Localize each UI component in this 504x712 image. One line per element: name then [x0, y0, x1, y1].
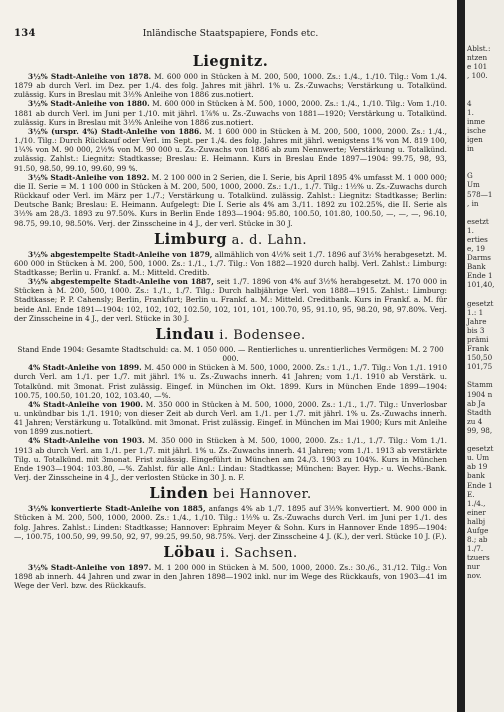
adjacent-page-fragment — [465, 80, 504, 89]
bond-entry-title: 3½% abgestempelte Stadt-Anleihe von 1879, — [28, 249, 213, 259]
section-title-main: Limburg — [153, 230, 227, 248]
bond-entry-title: 3½% abgestempelte Stadt-Anleihe von 1887, — [28, 277, 214, 287]
section-title-suffix: a. d. Lahn. — [227, 232, 307, 248]
section-title-main: Liegnitz. — [192, 53, 269, 70]
bond-entry-title: 3½% Stadt-Anleihe von 1878. — [28, 72, 152, 81]
bond-entry-text: M. 1 200 000 in Stücken à M. 500, 1000, 2000. Zs.: 30./6., 31./12. Tilg.: Von 1898 ab innerh. 44 Jahren und zwar in den Jahren 1898—1902 inkl. nur im Wege des Rückkaufs, von 1903—41 im Wege der Verl. bzw. des Rückkaufs. — [14, 562, 447, 591]
bond-entry-text: M. 350 000 in Stücken à M. 500, 1000, 2000. Zs.: 1./1., 1./7. Tilg.: Vom 1./1. 1913 ab durch Verl. am 1./1. per 1./7. mit jährl. 1% u. Zs.-Zuwachs innerh. 41 Jahren; vom 1./1. 1913 ab verstärkte Tilg. u. Totalkünd. mit 3monat. Frist zulässig. Eingeführt in München am 24./3. 1903 zu 104%. Kurs in München Ende 1903—1904: 103.80, —%. Zahlst. für alle Anl.: Lindau: Stadtkasse; München: Bayer. Hyp.- u. Wechs.-Bank. Verj. der Zinsscheine in 4 J., der verlosten Stücke in 30 J. n. F. — [14, 436, 447, 483]
section-title-main: Lindau — [155, 325, 215, 343]
adjacent-page-fragment: ntzen — [467, 53, 488, 63]
adjacent-page-fragment — [465, 153, 504, 162]
adjacent-page-fragment: G — [467, 171, 473, 181]
running-title: Inländische Staatspapiere, Fonds etc. — [142, 28, 319, 39]
adjacent-page-fragment — [465, 290, 504, 299]
adjacent-page-fragment: esetzt — [467, 216, 489, 226]
bond-entry — [14, 436, 447, 482]
adjacent-page-fragment: inme — [467, 116, 485, 126]
bond-entry — [14, 277, 447, 323]
adjacent-page-fragment: Aufge — [467, 525, 489, 535]
section-title — [14, 53, 447, 70]
adjacent-page-fragment: Stamm — [467, 380, 493, 390]
section-title — [14, 326, 447, 343]
adjacent-page-fragment: Stadth — [467, 407, 492, 417]
bond-entry-title: 3½% konvertierte Stadt-Anleihe von 1885, — [28, 504, 206, 514]
adjacent-page-fragment: 1. — [467, 107, 474, 117]
adjacent-page-fragment: prämi — [467, 335, 489, 344]
bond-entry — [14, 173, 447, 228]
adjacent-page-fragment: gesetzt — [467, 298, 494, 308]
adjacent-page-fragment: bis 3 — [467, 325, 485, 335]
adjacent-page-fragment: 1. — [467, 225, 474, 235]
adjacent-page-fragment — [465, 435, 504, 444]
bond-entry — [14, 127, 447, 173]
adjacent-page-fragment: 4 — [467, 98, 472, 108]
bond-entry-title: 4% Stadt-Anleihe von 1900. — [28, 399, 143, 409]
adjacent-page-fragment: igen — [467, 134, 483, 144]
bond-entry — [14, 345, 447, 363]
section-title-suffix: bei Hannover. — [208, 487, 312, 503]
bond-entry-title: 3½% Stadt-Anleihe von 1897. — [28, 562, 152, 572]
adjacent-page-fragment: ische — [467, 125, 486, 135]
adjacent-page-fragment: 1./4., — [467, 498, 486, 508]
bond-entry-title: 3½% (urspr. 4%) Stadt-Anleihe von 1886. — [28, 126, 202, 136]
bond-entry-text: M. 450 000 in Stücken à M. 500, 1000, 2000. Zs.: 1./1., 1./7. Tilg.: Von 1./1. 1910 durch Verl. am 1./1. per 1./7. mit jährl. 1% u. Zs.-Zuwachs innerh. 41 Jahren; vom 1./1. 1910 ab Verstärk. u. Totalkünd. mit 3monat. Frist zulässig. Eingef. in München im Okt. 1899. Kurs in München Ende 1899—1904: 100.75, 100.50, 101.20, 102, 103.40, —%. — [14, 363, 447, 400]
adjacent-page-fragment: Ablst.: — [467, 44, 491, 53]
adjacent-page-fragment: nur — [467, 562, 480, 572]
adjacent-page-fragment: gesetzt — [467, 444, 494, 454]
adjacent-page-fragment: e 101 — [467, 62, 488, 72]
adjacent-page-fragment: , in — [467, 198, 479, 208]
bond-entry-text: M. 350 000 in Stücken à M. 500, 1000, 2000. Zs.: 1./1., 1./7. Tilg.: Unverlosbar u. unkündbar bis 1./1. 1910; von dieser Zeit ab durch Verl. am 1./1. per 1./7. mit jährl. 1% u. Zs.-Zuwachs innerh. 41 Jahren; Verstärkung u. Totalkünd. mit 3monat. Frist zulässig. Eingef. in München im Mai 1900; Kurs mit Anleihe von 1899 zus.notiert. — [14, 399, 447, 437]
section-title-suffix: i. Bodensee. — [214, 327, 306, 343]
adjacent-page-fragment: tzuers — [467, 553, 490, 563]
adjacent-page-fragment: Um — [467, 180, 480, 190]
book-gutter — [457, 0, 465, 712]
adjacent-page-fragment: Bank — [467, 262, 486, 272]
section-title-main: Linden — [149, 485, 209, 503]
bond-entry — [14, 363, 447, 400]
adjacent-page-fragment: 1./7. — [467, 544, 484, 554]
adjacent-page-edge — [465, 0, 504, 712]
adjacent-page-fragment: 8.; ab — [467, 535, 488, 545]
adjacent-page-fragment: u. Um — [467, 453, 490, 463]
adjacent-page-fragment: 99, 98, — [467, 425, 493, 435]
section-title — [14, 231, 447, 248]
section-title — [14, 544, 447, 561]
adjacent-page-fragment: zu 4 — [467, 416, 483, 426]
bond-entry-text: Stand Ende 1904: Gesamte Stadtschuld: ca. M. 1 050 000. — Rentierliches u. unrentierliches Vermögen: M. 2 700 000. — [17, 344, 444, 364]
bond-entry-title: 4% Stadt-Anleihe von 1899. — [28, 363, 142, 373]
adjacent-page-fragment: Ende 1 — [467, 480, 493, 490]
adjacent-page-fragment: Ende 1 — [467, 271, 493, 281]
adjacent-page-fragment — [465, 371, 504, 380]
adjacent-page-fragment: 150,50 — [467, 353, 493, 363]
adjacent-page-fragment: 101,40, — [467, 280, 495, 290]
adjacent-page-fragment: ab 19 — [467, 462, 488, 472]
page-number: 134 — [14, 28, 36, 39]
page-header — [14, 28, 447, 42]
bond-entry — [14, 400, 447, 437]
adjacent-page-fragment: 578—1 — [467, 189, 493, 199]
bond-entry-text: M. 600 000 in Stücken à M. 200, 500, 1000. Zs.: 1./4., 1./10. Tilg.: Vom 1./4. 1879 ab durch Verl. im Dez. per 1./4. des folg. Jahres mit jährl. 1% u. Zs.-Zuwachs; Verstärkung u. Totalkünd. zulässig. Kurs in Breslau mit 3½% Anleihe von 1886 zus.notiert. — [14, 72, 447, 100]
adjacent-page-fragment: 1.: 1 — [467, 307, 484, 317]
section-title-suffix: i. Sachsen. — [215, 545, 298, 561]
adjacent-page-fragment: , 100. — [467, 71, 488, 81]
adjacent-page-fragment: e, 19 — [467, 244, 485, 254]
adjacent-page-fragment — [465, 208, 504, 217]
bond-entry-text: M. 600 000 in Stücken à M. 500, 1000, 2000. Zs.: 1./4., 1./10. Tilg.: Vom 1./10. 1881 ab durch Verl. im Juni per 1./10. mit jährl. 1⅞% u. Zs.-Zuwachs von 1881—1920; Verstärkung u. Totalkünd. zulässig. Kurs in Breslau mit 3½% Anleihe von 1886 zus.notiert. — [14, 99, 447, 127]
adjacent-page-fragment: ab Ja — [467, 398, 486, 408]
page-body — [14, 50, 447, 590]
bond-entry-text: seit 1./7. 1896 von 4% auf 3½% herabgesetzt. M. 170 000 in Stücken à M. 200, 500, 1000. Zs.: 1./1., 1./7. Tilg.: Durch halbjährige Verl. von 1888—1915. Zahlst.: Limburg: Stadtkasse; P. P. Cahensly; Berlin, Frankfurt; Berlin u. Frankf. a. M.: Mitteld. Creditbank. Kurs in Frankf. a. M. für beide Anl. Ende 1891—1904: 102, 102, 102, 102.50, 102, 101, 101, 100.70, 95, 91.10, 95, 98.20, 98, 97.80%. Verj. der Zinsscheine in 4 J., der verl. Stücke in 30 J. — [14, 277, 447, 323]
bond-entry-title: 4% Stadt-Anleihe von 1903. — [28, 436, 145, 446]
bond-entry-text: anfangs 4% ab 1./7. 1895 auf 3½% konvertiert. M. 900 000 in Stücken à M. 200, 500, 1000, 2000. Zs.: 1./4., 1./10. Tilg.: 1½% u. Zs.-Zuwachs durch Verl. im Juni per 1./1. des folg. Jahres. Zahlst.: Linden: Stadtkasse; Hannover: Ephraim Meyer & Sohn. Kurs in Hannover Ende 1895—1904: —, 100.75, 100.50, 99, 99.50, 92, 97, 99.25, 99.50, 98.75%. Verj. der Zinsscheine 4 J. (K.), der verl. Stücke 10 J. (F.). — [14, 504, 447, 541]
bond-entry — [14, 250, 447, 277]
adjacent-page-fragment: halbj — [467, 516, 486, 526]
adjacent-page-fragment — [465, 89, 504, 98]
bond-entry-text: M. 1 600 000 in Stücken à M. 200, 500, 1000, 2000. Zs.: 1./4., 1./10. Tilg.: Durch Rückkauf oder Verl. im Sept. per 1./4. des folg. Jahres mit jährl. wenigstens 1% von M. 819 100, 1¼% von M. 90 000, 2½% von M. 90 000 u. Zs.-Zuwachs von 1886 ab zum Nennwerte; Verstärkung u. Totalkünd. zulässig. Zahlst.: Liegnitz: Stadtkasse; Breslau: E. Heimann. Kurs in Breslau Ende 1897—1904: 99.75, 98, 93, 91.50, 98.50, 99.10, 99.60, 99 %. — [14, 126, 447, 173]
adjacent-page-fragment: 101,75 — [467, 362, 493, 372]
adjacent-page-fragment: Frank — [467, 344, 489, 354]
adjacent-page-fragment — [465, 162, 504, 171]
adjacent-page-fragment: nov. — [467, 571, 482, 581]
adjacent-page-fragment: Jahre — [467, 316, 487, 326]
bond-entry — [14, 72, 447, 99]
adjacent-page-fragment: einer — [467, 507, 486, 517]
adjacent-page-fragment: E. — [467, 489, 475, 499]
bond-entry — [14, 504, 447, 541]
section-title — [14, 485, 447, 502]
adjacent-page-fragment: bank — [467, 471, 485, 481]
bond-entry — [14, 99, 447, 126]
section-title-main: Löbau — [163, 543, 216, 561]
bond-entry-title: 3½% Stadt-Anleihe von 1880. — [28, 99, 150, 109]
adjacent-page-fragment: erties — [467, 234, 488, 244]
adjacent-page-fragment: 1904 n — [467, 389, 493, 399]
bond-entry-text: allmählich von 4½% seit 1./7. 1896 auf 3½% herabgesetzt. M. 600 000 in Stücken à M. 200, 500, 1000. Zs.: 1./1., 1./7. Tilg.: Von 1882—1920 durch halbj. Verl. Zahlst.: Limburg: Stadtkasse; Berlin u. Frankf. a. M.: Mitteld. Creditb. — [14, 249, 447, 277]
bond-entry — [14, 563, 447, 590]
adjacent-page-fragment: Darms — [467, 253, 491, 263]
bond-entry-text: M. 2 100 000 in 2 Serien, die I. Serie, bis April 1895 4% umfasst M. 1 000 000; die II. Serie = M. 1 100 000 in Stücken à M. 200, 500, 1000, 2000. Zs.: 1./1., 1./7. Tilg.: 1½% u. Zs.-Zuwachs durch Rückkauf oder Verl. im März per 1./7.; Verstärkung u. Totalkünd. zulässig. Zahlst.: Liegnitz: Stadtkasse; Berlin: Deutsche Bank; Breslau: E. Heimann. Aufgelegt: Die I. Serie als 4% am 3./11. 1892 zu 102.25%, die II. Serie als 3½% am 28./3. 1893 zu 97.50%. Kurs in Berlin Ende 1893—1904: 95.80, 100.50, 101.80, 100.50, —, —, —, 96.10, 98.75, 99.10, 98.50%. Verj. der Zinsscheine in 4 J., der verl. Stücke in 30 J. — [14, 172, 447, 228]
bond-entry-title: 3½% Stadt-Anleihe von 1892. — [28, 172, 150, 182]
adjacent-page-fragment: in — [467, 144, 474, 154]
